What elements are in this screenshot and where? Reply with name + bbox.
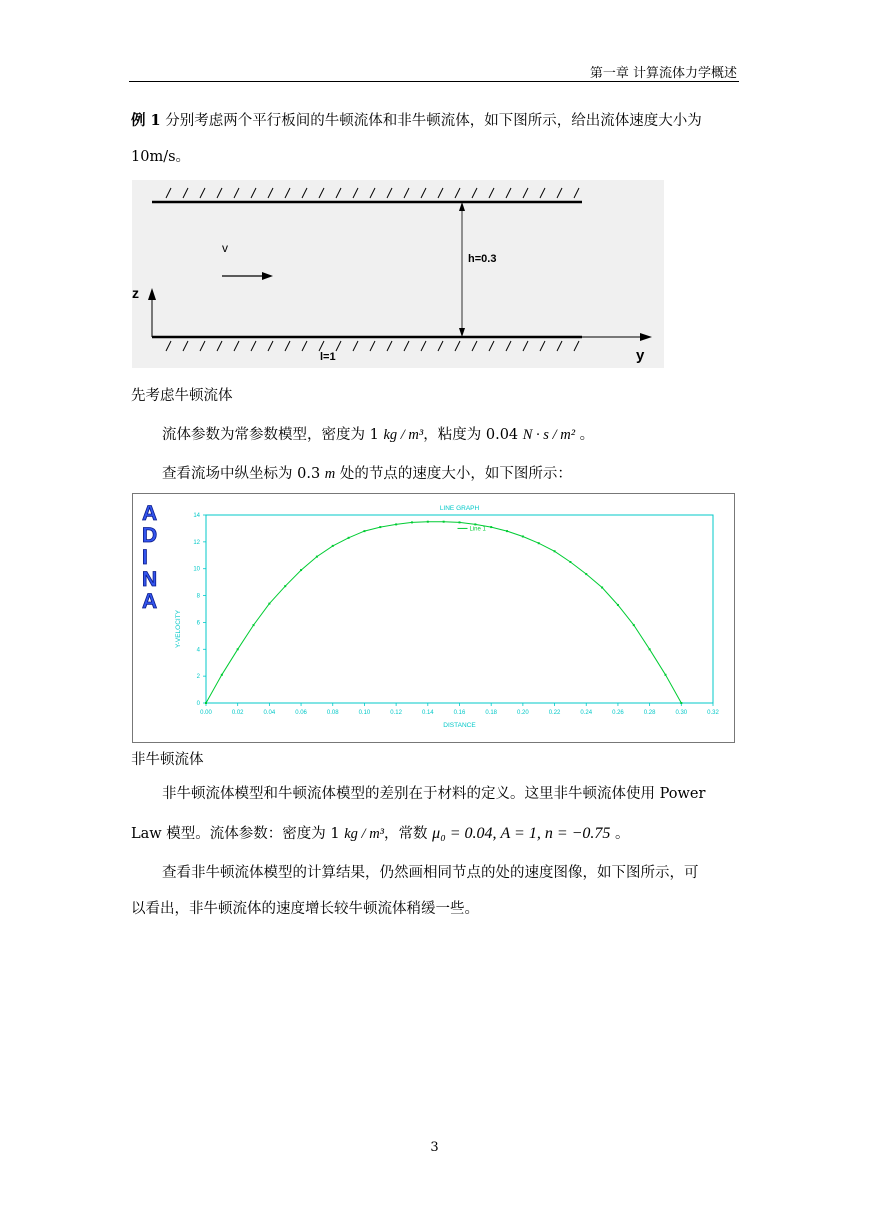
- view-unit: m: [324, 466, 336, 482]
- z-axis-label: z: [132, 285, 139, 301]
- y-tick-label: 10: [193, 566, 200, 573]
- data-point: [379, 526, 381, 528]
- data-point: [649, 648, 651, 650]
- length-label: l=1: [320, 351, 336, 363]
- data-point: [348, 537, 350, 539]
- p1-prefix: Law 模型。流体参数：密度为 1: [131, 826, 345, 842]
- data-point: [253, 624, 255, 626]
- hatch-mark: [370, 341, 375, 351]
- data-point: [237, 648, 239, 650]
- hatch-mark: [438, 341, 443, 351]
- hatch-mark: [353, 341, 358, 351]
- data-point: [316, 556, 318, 558]
- view-prefix: 查看流场中纵坐标为 0.3: [162, 466, 325, 482]
- x-tick-label: 0.24: [580, 710, 593, 716]
- hatch-mark: [234, 188, 239, 198]
- hatch-mark: [251, 341, 256, 351]
- hatch-mark: [455, 341, 460, 351]
- page-number: 3: [430, 1140, 439, 1155]
- legend-label: Line 1: [469, 526, 486, 533]
- data-point: [474, 523, 476, 525]
- x-tick-label: 0.20: [517, 710, 529, 716]
- hatch-mark: [506, 188, 511, 198]
- hatch-mark: [217, 188, 222, 198]
- power-law-formula: μ₀ = 0.04, A = 1, n = −0.75: [432, 825, 611, 842]
- y-tick-label: 4: [196, 647, 200, 654]
- y-tick-label: 8: [196, 593, 200, 600]
- data-point: [569, 561, 571, 563]
- hatch-mark: [251, 188, 256, 198]
- hatch-mark: [523, 341, 528, 351]
- data-point: [332, 545, 334, 547]
- params-end: 。: [575, 427, 595, 443]
- nonnewtonian-p2-line2: 以看出，非牛顿流体的速度增长较牛顿流体稍缓一些。: [131, 901, 479, 917]
- z-axis-arrowhead: [148, 288, 156, 300]
- x-tick-label: 0.32: [707, 710, 719, 716]
- adina-logo-letter: D: [142, 524, 158, 547]
- y-axis-label: y: [636, 347, 645, 364]
- x-tick-label: 0.14: [421, 710, 434, 716]
- adina-logo-letter: N: [142, 568, 158, 591]
- velocity-arrowhead: [262, 272, 273, 280]
- hatch-mark: [387, 188, 392, 198]
- hatch-mark: [421, 341, 426, 351]
- x-tick-label: 0.28: [643, 710, 656, 716]
- hatch-mark: [285, 341, 290, 351]
- x-tick-label: 0.10: [358, 710, 371, 716]
- data-point: [633, 624, 635, 626]
- bottom-plate-hatching: [166, 341, 579, 351]
- example-paragraph-line2: 10m/s。: [131, 149, 191, 165]
- data-point: [268, 603, 270, 605]
- data-point: [363, 530, 365, 532]
- hatch-mark: [200, 341, 205, 351]
- hatch-mark: [302, 188, 307, 198]
- data-point: [205, 702, 207, 704]
- data-point: [443, 521, 445, 523]
- nonnewtonian-heading: 非牛顿流体: [131, 752, 204, 768]
- data-point: [554, 550, 556, 552]
- x-tick-label: 0.26: [612, 710, 624, 716]
- data-point: [427, 521, 429, 523]
- hatch-mark: [404, 188, 409, 198]
- hatch-mark: [319, 341, 324, 351]
- hatch-mark: [370, 188, 375, 198]
- x-tick-label: 0.00: [200, 710, 212, 716]
- data-point: [284, 585, 286, 587]
- hatch-mark: [217, 341, 222, 351]
- hatch-mark: [557, 341, 562, 351]
- hatch-mark: [183, 188, 188, 198]
- x-axis-label: DISTANCE: [443, 722, 476, 729]
- p1-end: 。: [610, 826, 630, 842]
- hatch-mark: [336, 341, 341, 351]
- x-tick-label: 0.08: [326, 710, 339, 716]
- nonnewtonian-p1-line2: [131, 824, 630, 844]
- example-label: 例 1: [131, 112, 161, 129]
- hatch-mark: [234, 341, 239, 351]
- data-point: [601, 587, 603, 589]
- parallel-plates-figure: [132, 180, 664, 368]
- data-point: [664, 674, 666, 676]
- nonnewtonian-p1-line1: 非牛顿流体模型和牛顿流体模型的差别在于材料的定义。这里非牛顿流体使用 Power: [162, 786, 706, 802]
- hatch-mark: [285, 188, 290, 198]
- newtonian-params: [162, 425, 594, 445]
- hatch-mark: [523, 188, 528, 198]
- height-label: h=0.3: [468, 253, 497, 265]
- hatch-mark: [455, 188, 460, 198]
- y-tick-label: 12: [193, 539, 200, 546]
- hatch-mark: [489, 188, 494, 198]
- data-point: [522, 535, 524, 537]
- x-tick-label: 0.02: [231, 710, 244, 716]
- hatch-mark: [557, 188, 562, 198]
- params-mid: ，粘度为 0.04: [423, 427, 523, 443]
- adina-logo-letter: A: [142, 502, 158, 525]
- x-tick-label: 0.06: [295, 710, 307, 716]
- adina-logo-letter: A: [142, 590, 158, 613]
- hatch-mark: [302, 341, 307, 351]
- viscosity-unit: N · s / m²: [522, 427, 576, 443]
- hatch-mark: [489, 341, 494, 351]
- header-rule: [129, 81, 739, 82]
- parallel-plates-diagram: [132, 180, 664, 368]
- y-axis-arrowhead: [640, 333, 652, 341]
- hatch-mark: [421, 188, 426, 198]
- adina-logo-letter: I: [142, 546, 148, 569]
- params-prefix: 流体参数为常参数模型，密度为 1: [162, 427, 384, 443]
- nonnewtonian-p2-line1: 查看非牛顿流体模型的计算结果，仍然画相同节点的处的速度图像，如下图所示，可: [162, 865, 699, 881]
- running-header: 第一章 计算流体力学概述: [589, 66, 737, 81]
- data-point: [490, 526, 492, 528]
- data-point: [395, 523, 397, 525]
- hatch-mark: [540, 341, 545, 351]
- top-plate-hatching: [166, 188, 579, 198]
- p1-density-unit: kg / m³: [344, 826, 385, 842]
- density-unit: kg / m³: [383, 427, 424, 443]
- hatch-mark: [506, 341, 511, 351]
- example-text: 分别考虑两个平行板间的牛顿流体和非牛顿流体，如下图所示，给出流体速度大小为: [160, 113, 702, 129]
- hatch-mark: [387, 341, 392, 351]
- velocity-label: v: [222, 241, 228, 255]
- hatch-mark: [404, 341, 409, 351]
- data-point: [680, 702, 682, 704]
- x-tick-label: 0.22: [548, 710, 561, 716]
- data-point: [459, 521, 461, 523]
- x-tick-label: 0.12: [390, 710, 402, 716]
- data-point: [221, 674, 223, 676]
- newtonian-view-text: [162, 464, 572, 484]
- height-arrow-top: [459, 202, 465, 211]
- hatch-mark: [336, 188, 341, 198]
- data-point: [300, 569, 302, 571]
- x-tick-label: 0.30: [675, 710, 688, 716]
- x-tick-label: 0.18: [485, 710, 498, 716]
- view-suffix: 处的节点的速度大小，如下图所示：: [335, 466, 572, 482]
- newtonian-heading: 先考虑牛顿流体: [131, 388, 233, 404]
- hatch-mark: [166, 341, 171, 351]
- plot-frame: [206, 515, 713, 703]
- hatch-mark: [472, 341, 477, 351]
- velocity-line-chart: [133, 494, 734, 742]
- hatch-mark: [319, 188, 324, 198]
- y-tick-label: 0: [196, 701, 200, 707]
- chart-title: LINE GRAPH: [439, 505, 480, 512]
- data-point: [617, 604, 619, 606]
- hatch-mark: [166, 188, 171, 198]
- example-paragraph-line1: [131, 111, 702, 131]
- data-point: [506, 530, 508, 532]
- hatch-mark: [183, 341, 188, 351]
- p1-mid: ，常数: [384, 826, 433, 842]
- hatch-mark: [574, 341, 579, 351]
- hatch-mark: [268, 341, 273, 351]
- hatch-mark: [472, 188, 477, 198]
- y-tick-label: 14: [193, 513, 200, 519]
- height-arrow-bottom: [459, 328, 465, 337]
- hatch-mark: [574, 188, 579, 198]
- data-point: [585, 573, 587, 575]
- y-tick-label: 6: [196, 620, 200, 627]
- data-point: [538, 542, 540, 544]
- y-axis-label: Y-VELOCITY: [175, 609, 182, 649]
- hatch-mark: [268, 188, 273, 198]
- hatch-mark: [200, 188, 205, 198]
- x-tick-label: 0.04: [263, 710, 276, 716]
- hatch-mark: [438, 188, 443, 198]
- series-line: [206, 522, 681, 703]
- velocity-chart-figure: [132, 493, 735, 743]
- y-tick-label: 2: [196, 674, 200, 681]
- hatch-mark: [353, 188, 358, 198]
- data-point: [411, 521, 413, 523]
- x-tick-label: 0.16: [453, 710, 466, 716]
- hatch-mark: [540, 188, 545, 198]
